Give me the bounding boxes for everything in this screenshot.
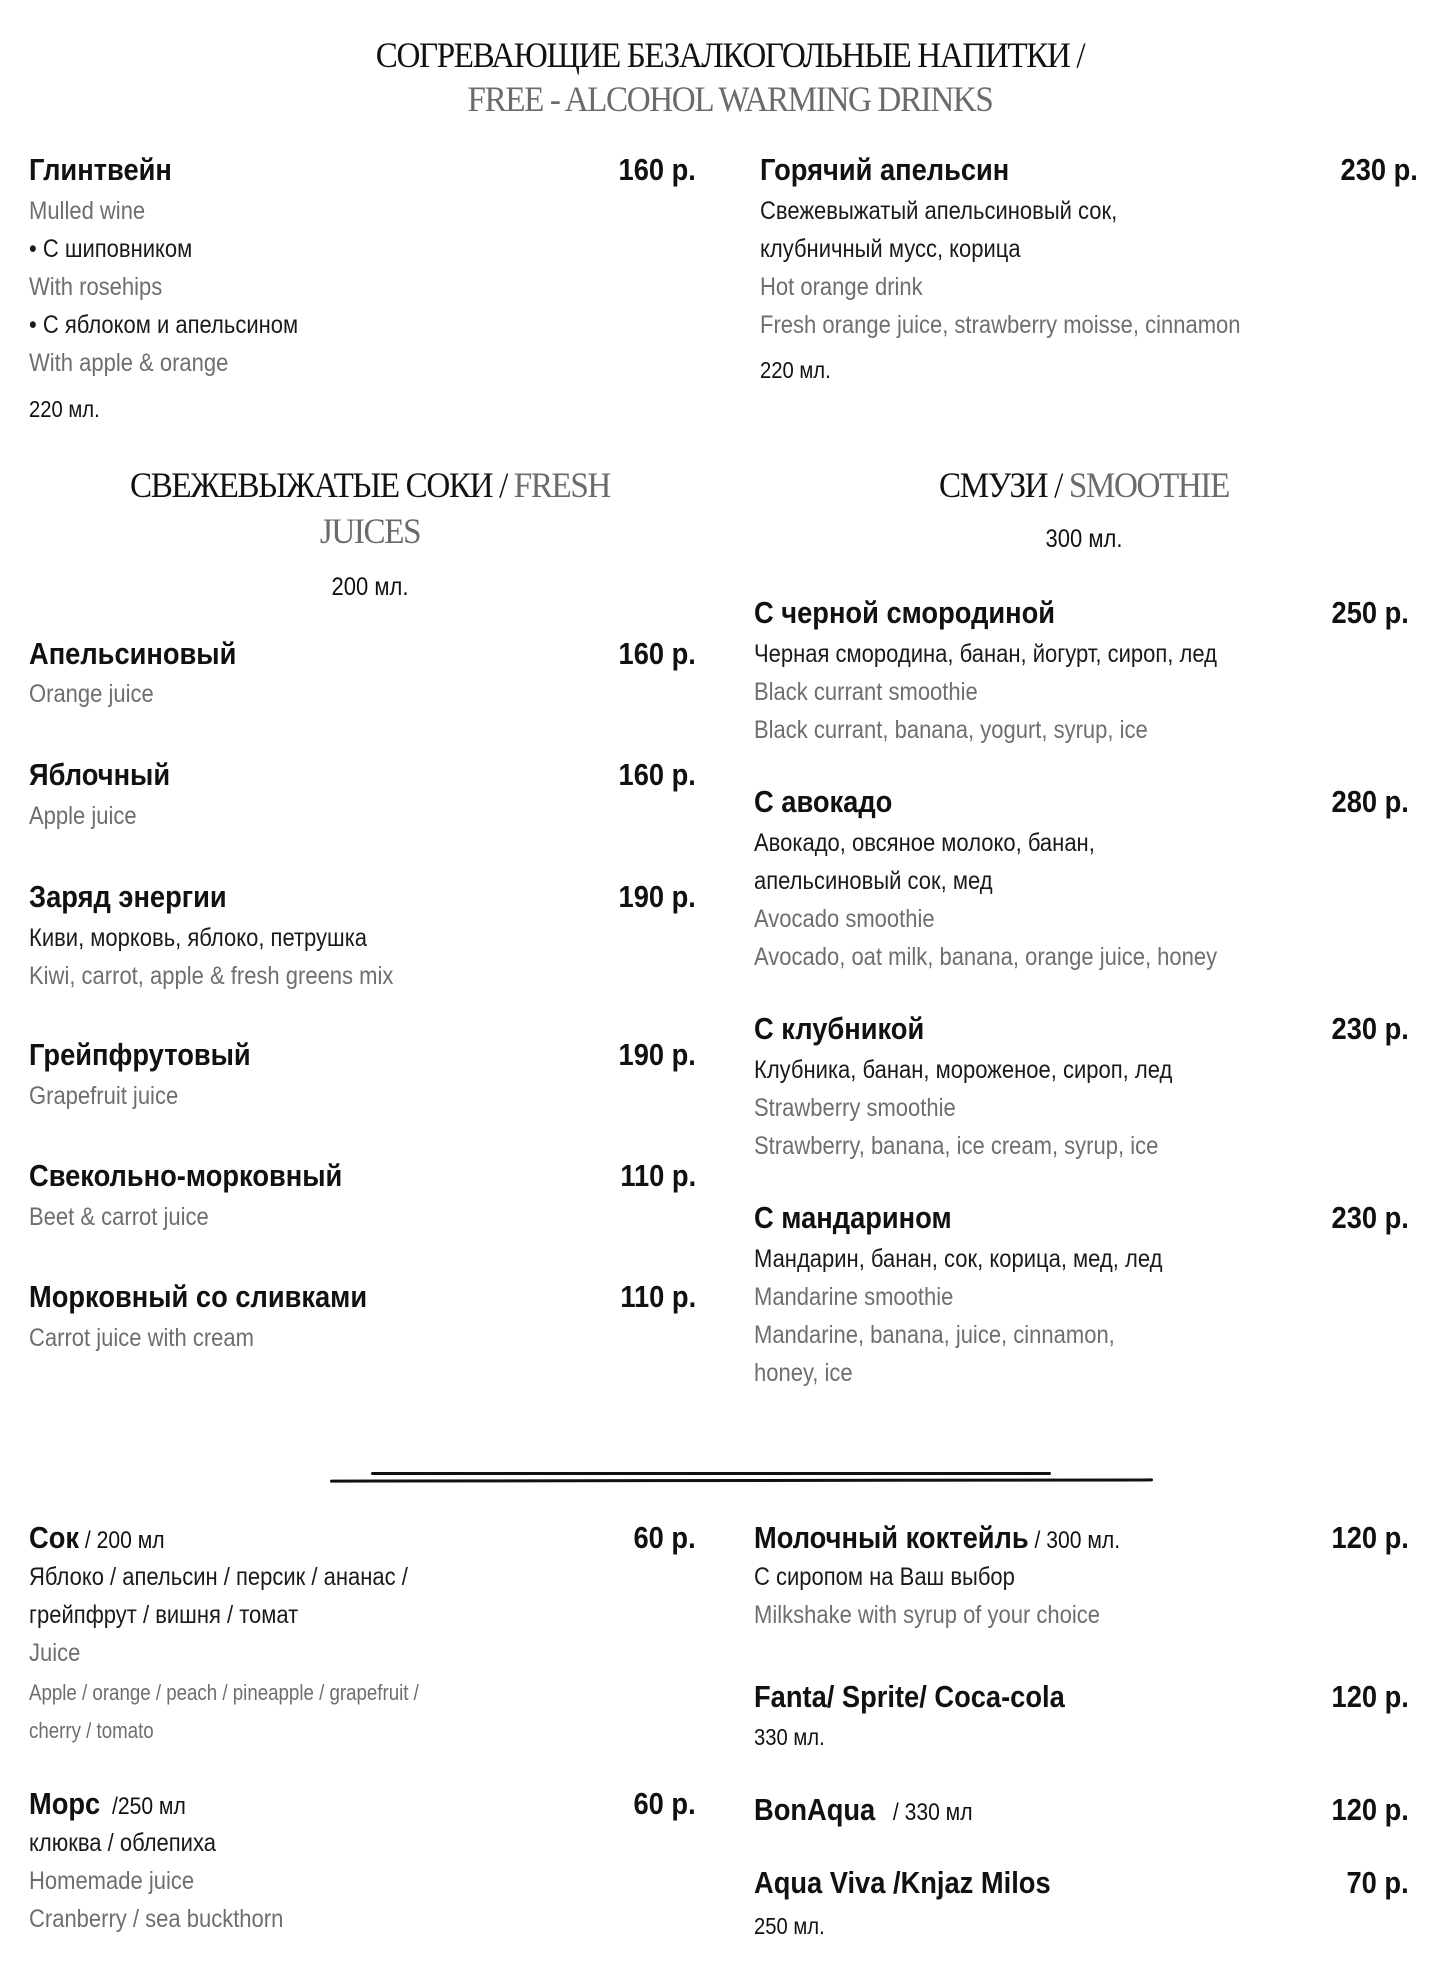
header-title-en: FREE - ALCOHOL WARMING DRINKS: [467, 79, 993, 119]
item-volume-suffix: /250 мл: [100, 1793, 186, 1820]
item-price: 160 р.: [618, 636, 696, 671]
item-desc-en: Orange juice: [29, 680, 154, 708]
item-name: Глинтвейн: [29, 152, 172, 187]
item-desc-ru: Яблоко / апельсин / персик / ананас /: [29, 1563, 408, 1591]
item-name: Заряд энергии: [29, 879, 227, 914]
item-desc-ru: клюква / облепиха: [29, 1829, 216, 1857]
item-desc-ru: Авокадо, овсяное молоко, банан,: [754, 829, 1095, 857]
item-name: Яблочный: [29, 757, 171, 792]
section-title-en: SMOOTHIE: [1068, 465, 1229, 505]
item-price: 280 р.: [1331, 784, 1409, 819]
item-price: 230 р.: [1331, 1200, 1409, 1235]
item-desc-ru: Мандарин, банан, сок, корица, мед, лед: [754, 1245, 1163, 1273]
item-price: 70 р.: [1346, 1865, 1409, 1900]
item-price: 110 р.: [620, 1279, 696, 1314]
item-desc-en: Mandarine smoothie: [754, 1283, 954, 1311]
item-price: 120 р.: [1331, 1792, 1409, 1827]
item-name: Свекольно-морковный: [29, 1158, 343, 1193]
item-name-text: Молочный коктейль: [754, 1520, 1029, 1555]
item-desc-en: Black currant smoothie: [754, 678, 978, 706]
item-desc-en: Grapefruit juice: [29, 1082, 179, 1110]
section-title: [48, 466, 692, 506]
item-desc-en-small: Apple / orange / peach / pineapple / grapefruit /: [29, 1680, 419, 1705]
item-desc-en: Beet & carrot juice: [29, 1203, 209, 1231]
item-volume-suffix: / 300 мл.: [1028, 1527, 1121, 1554]
item-option-ru: • С шиповником: [29, 235, 193, 263]
item-name: [29, 1520, 165, 1556]
divider-stroke: [371, 1472, 1051, 1475]
item-desc-en: Homemade juice: [29, 1867, 195, 1895]
item-name: [29, 1786, 186, 1822]
item-name: Aqua Viva /Knjaz Milos: [754, 1865, 1051, 1900]
item-price: 60 р.: [633, 1786, 696, 1821]
section-title: [762, 466, 1406, 506]
section-title-en: FRESH: [513, 465, 610, 505]
item-volume: 220 мл.: [760, 357, 831, 383]
item-price: 250 р.: [1331, 595, 1409, 630]
item-desc-en: Black currant, banana, yogurt, syrup, ice: [754, 716, 1148, 744]
item-desc-en: Juice: [29, 1639, 81, 1667]
item-desc-ru: Киви, морковь, яблоко, петрушка: [29, 924, 368, 952]
item-name: Апельсиновый: [29, 636, 237, 671]
item-option-en: With apple & orange: [29, 349, 229, 377]
item-desc-en: Mandarine, banana, juice, cinnamon,: [754, 1321, 1115, 1349]
item-price: 120 р.: [1331, 1679, 1409, 1714]
item-desc-en: Kiwi, carrot, apple & fresh greens mix: [29, 962, 394, 990]
item-option-ru: • С яблоком и апельсином: [29, 311, 299, 339]
item-name: [754, 1520, 1120, 1556]
item-desc-en: Cranberry / sea buckthorn: [29, 1905, 284, 1933]
item-desc-en: honey, ice: [754, 1359, 853, 1387]
item-name: [754, 1792, 973, 1828]
item-desc-ru: клубничный мусс, корица: [760, 235, 1021, 263]
item-price: 120 р.: [1331, 1520, 1409, 1555]
item-name: Fanta/ Sprite/ Coca-cola: [754, 1679, 1065, 1714]
item-price: 230 р.: [1331, 1011, 1409, 1046]
item-desc-ru: грейпфрут / вишня / томат: [29, 1601, 299, 1629]
item-volume-suffix: / 200 мл: [79, 1527, 165, 1554]
item-price: 190 р.: [618, 1037, 696, 1072]
item-name: Горячий апельсин: [760, 152, 1010, 187]
item-price: 60 р.: [633, 1520, 696, 1555]
section-volume: 300 мл.: [1045, 525, 1123, 553]
section-volume: 200 мл.: [331, 573, 409, 601]
section-title-ru: СВЕЖЕВЫЖАТЫЕ СОКИ /: [130, 465, 507, 505]
item-name: С клубникой: [754, 1011, 925, 1046]
item-desc-en: Carrot juice with cream: [29, 1324, 254, 1352]
item-price: 160 р.: [618, 757, 696, 792]
item-desc-en: Apple juice: [29, 802, 137, 830]
item-desc-en: Mulled wine: [29, 197, 146, 225]
item-volume: 220 мл.: [29, 396, 100, 422]
item-price: 190 р.: [618, 879, 696, 914]
divider-stroke: [330, 1478, 1153, 1482]
item-desc-ru: Свежевыжатый апельсиновый сок,: [760, 197, 1118, 225]
section-title-en-line2: JUICES: [319, 511, 421, 551]
item-desc-en: Milkshake with syrup of your choice: [754, 1601, 1101, 1629]
item-name: С черной смородиной: [754, 595, 1056, 630]
item-desc-en-small: cherry / tomato: [29, 1718, 154, 1743]
section-title-ru: СМУЗИ /: [939, 465, 1062, 505]
item-desc-ru: С сиропом на Ваш выбор: [754, 1563, 1015, 1591]
item-desc-ru: апельсиновый сок, мед: [754, 867, 993, 895]
header-title-ru: СОГРЕВАЮЩИЕ БЕЗАЛКОГОЛЬНЫЕ НАПИТКИ /: [375, 35, 1085, 75]
item-price: 110 р.: [620, 1158, 696, 1193]
item-desc-en: Strawberry smoothie: [754, 1094, 956, 1122]
item-name-text: Морс: [29, 1786, 101, 1821]
item-desc-en: Avocado smoothie: [754, 905, 935, 933]
item-name: С авокадо: [754, 784, 893, 819]
item-name: Грейпфрутовый: [29, 1037, 251, 1072]
item-volume: 330 мл.: [754, 1724, 825, 1750]
item-name-text: Сок: [29, 1520, 80, 1555]
item-name: С мандарином: [754, 1200, 952, 1235]
item-desc-en: Strawberry, banana, ice cream, syrup, ice: [754, 1132, 1159, 1160]
item-volume-suffix: / 330 мл: [875, 1799, 973, 1826]
item-desc-en: Fresh orange juice, strawberry moisse, cinnamon: [760, 311, 1241, 339]
item-volume: 250 мл.: [754, 1913, 825, 1939]
item-desc-ru: Черная смородина, банан, йогурт, сироп, лед: [754, 640, 1217, 668]
item-option-en: With rosehips: [29, 273, 163, 301]
item-desc-ru: Клубника, банан, мороженое, сироп, лед: [754, 1056, 1173, 1084]
item-price: 160 р.: [618, 152, 696, 187]
item-name-text: BonAqua: [754, 1792, 876, 1827]
item-desc-en: Avocado, oat milk, banana, orange juice, honey: [754, 943, 1218, 971]
item-price: 230 р.: [1340, 152, 1418, 187]
item-desc-en: Hot orange drink: [760, 273, 923, 301]
item-name: Морковный со сливками: [29, 1279, 368, 1314]
